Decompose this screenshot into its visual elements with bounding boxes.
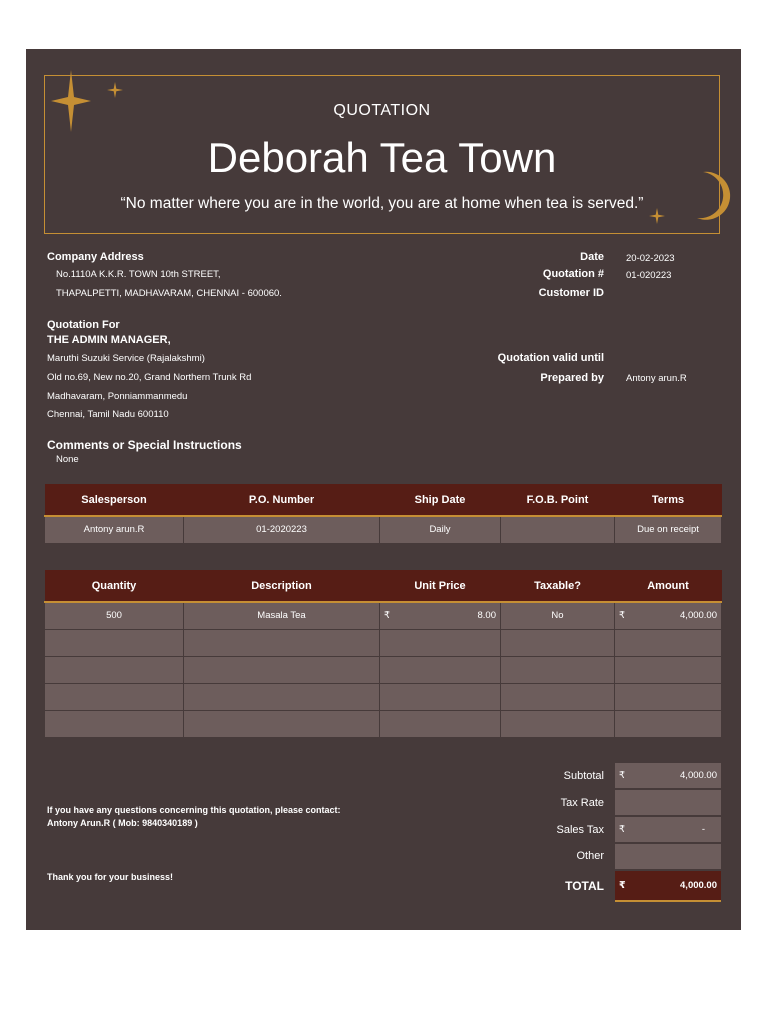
currency-symbol: ₹: [619, 880, 626, 891]
description-cell: Masala Tea: [184, 602, 380, 629]
fob-point-cell: [501, 516, 615, 543]
amount-cell: [615, 602, 722, 629]
terms-cell: Due on receipt: [615, 516, 722, 543]
unit-price-cell: [380, 602, 501, 629]
total-label: TOTAL: [565, 879, 604, 893]
amount-header: Amount: [615, 570, 722, 602]
ship-date-cell: Daily: [380, 516, 501, 543]
unit-price-value: 8.00: [477, 610, 496, 622]
taxable-cell: No: [501, 602, 615, 629]
unit-price-header: Unit Price: [380, 570, 501, 602]
description-header: Description: [184, 570, 380, 602]
comments-value: None: [56, 454, 79, 465]
document-type: QUOTATION: [333, 102, 431, 119]
quantity-header: Quantity: [45, 570, 184, 602]
date-value: 20-02-2023: [626, 253, 675, 264]
tax-rate-label: Tax Rate: [560, 797, 604, 809]
tagline: “No matter where you are in the world, you are at home when tea is served.”: [120, 195, 644, 212]
subtotal-cell: [615, 763, 721, 788]
recipient-line: Maruthi Suzuki Service (Rajalakshmi): [47, 353, 205, 364]
fob-point-header: F.O.B. Point: [501, 484, 615, 516]
recipient-line: Chennai, Tamil Nadu 600110: [47, 409, 169, 420]
salesperson-header: Salesperson: [45, 484, 184, 516]
currency-symbol: ₹: [384, 610, 391, 622]
large-star-icon: [51, 70, 91, 132]
total-value: 4,000.00: [680, 880, 717, 891]
contact-person: Antony Arun.R ( Mob: 9840340189 ): [47, 818, 198, 828]
po-number-cell: 01-2020223: [184, 516, 380, 543]
quotation-page: [26, 49, 741, 930]
small-star-icon: [107, 82, 123, 98]
quotation-for-label: Quotation For: [47, 319, 120, 331]
prepared-by-label: Prepared by: [540, 372, 604, 384]
quotation-number-value: 01-020223: [626, 270, 672, 281]
prepared-by-value: Antony arun.R: [626, 373, 687, 384]
other-label: Other: [576, 850, 604, 862]
total-cell: [615, 871, 721, 902]
header-banner: [44, 75, 720, 234]
subtotal-value: 4,000.00: [680, 770, 717, 781]
po-number-header: P.O. Number: [184, 484, 380, 516]
sales-info-table: [44, 484, 722, 544]
ship-date-header: Ship Date: [380, 484, 501, 516]
table-row: [45, 516, 722, 543]
quotation-number-label: Quotation #: [542, 268, 604, 280]
customer-id-label: Customer ID: [538, 287, 604, 299]
company-address-line1: No.1110A K.K.R. TOWN 10th STREET,: [56, 269, 221, 280]
taxable-header: Taxable?: [501, 570, 615, 602]
recipient-line: Madhavaram, Ponniammanmedu: [47, 391, 188, 402]
table-row: [45, 683, 722, 710]
company-address-label: Company Address: [47, 251, 144, 263]
items-table: [44, 570, 722, 738]
amount-value: 4,000.00: [680, 610, 717, 622]
valid-until-label: Quotation valid until: [497, 352, 604, 364]
tax-rate-cell: [615, 790, 721, 815]
company-address-line2: THAPALPETTI, MADHAVARAM, CHENNAI - 600060.: [56, 288, 282, 299]
currency-symbol: ₹: [619, 770, 626, 781]
terms-header: Terms: [615, 484, 722, 516]
table-row: [45, 602, 722, 629]
table-row: [45, 629, 722, 656]
subtotal-label: Subtotal: [563, 770, 604, 782]
table-row: [45, 656, 722, 683]
quantity-cell: 500: [45, 602, 184, 629]
thank-you-note: Thank you for your business!: [47, 872, 174, 882]
sales-tax-label: Sales Tax: [556, 824, 604, 836]
table-row: [45, 710, 722, 737]
currency-symbol: ₹: [619, 610, 626, 622]
recipient-line: Old no.69, New no.20, Grand Northern Trunk Rd: [47, 372, 252, 383]
comments-label: Comments or Special Instructions: [47, 438, 242, 452]
recipient-name: THE ADMIN MANAGER,: [47, 334, 171, 346]
date-label: Date: [580, 251, 604, 263]
sales-tax-cell: [615, 817, 721, 842]
company-name: Deborah Tea Town: [207, 134, 557, 181]
sales-tax-value: -: [701, 824, 705, 835]
salesperson-cell: Antony arun.R: [45, 516, 184, 543]
other-cell: [615, 844, 721, 869]
currency-symbol: ₹: [619, 824, 626, 835]
contact-note: If you have any questions concerning this quotation, please contact:: [47, 805, 341, 815]
